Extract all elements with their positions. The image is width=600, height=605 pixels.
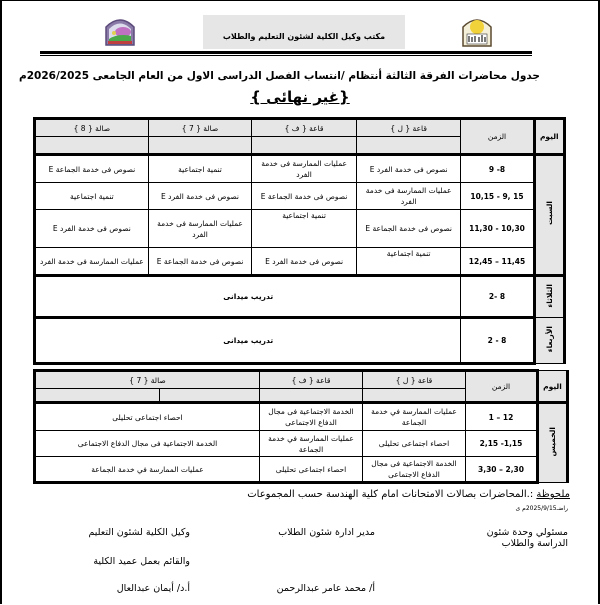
room-header: قاعة { ف } [252,119,357,137]
table-row [35,431,568,457]
header-blank [260,389,363,403]
table-row [35,210,565,248]
lecture-cell: نصوص فى خدمة الجماعة E [356,210,461,248]
university-logo [460,15,494,47]
table-row [35,318,565,364]
lecture-cell: نصوص فى خدمة الفرد E [252,248,357,276]
lecture-cell: تنمية اجتماعية [252,210,357,248]
day-tuesday: الثلاثاء [534,276,564,318]
field-training-cell: تدريب ميدانى [35,318,461,364]
lecture-cell: نصوص فى خدمة الجماعة E [252,183,357,210]
lecture-cell: نصوص فى خدمة الجماعة E [148,248,252,276]
lecture-cell: عمليات الممارسة في خدمة الجماعة [363,403,466,431]
unit-head-title: مسئولي وحدة شئون الدراسة والطلاب [486,527,568,549]
lecture-cell: عمليات الممارسة فى خدمة الفرد [35,248,149,276]
time-slot: 10,15 - 9, 15 [461,183,534,210]
lecture-cell: تنمية اجتماعية [35,183,149,210]
time-header: الزمن [461,119,534,155]
room-header: قاعة { ف } [260,371,363,389]
header-blank [160,389,260,403]
lecture-cell: عمليات الممارسة في خدمة الجماعة [260,431,363,457]
lecture-cell: نصوص فى خدمة الفرد E [35,210,149,248]
header-divider-thin [40,55,532,56]
header-blank [252,137,357,155]
lecture-cell: احصاء اجتماعى تحليلى [260,457,363,483]
table-row [35,248,565,276]
vice-dean-title: وكيل الكلية لشئون التعليم [88,527,190,538]
lecture-cell: نصوص فى خدمة الفرد E [356,155,461,183]
lecture-cell: احصاء اجتماعى تحليلى [35,403,260,431]
note-text: :.المحاضرات بصالات الامتحانات امام كلية الهندسة حسب المجموعات [247,489,537,500]
header-divider [40,51,532,54]
vice-dean-name: أ.د/ أيمان عبدالعال [116,583,190,594]
schedule-title: جدول محاضرات الفرقة الثالثة أنتظام /انتساب الفصل الدراسى الاول من العام الجامعى 2026/2025م [19,70,540,82]
room-header: صالة { 8 } [35,119,149,137]
lecture-cell: تنمية اجتماعية [356,248,461,276]
time-slot: 2,15 -1,15 [466,431,538,457]
lecture-cell: الخدمة الاجتماعية فى مجال الدفاع الاجتماعى [363,457,466,483]
day-header: اليوم [538,371,568,403]
letterhead [40,12,532,50]
table-row [35,155,565,183]
header-blank [356,137,461,155]
time-slot: 2 - 8 [461,318,534,364]
director-title: مدير ادارة شئون الطلاب [278,527,375,538]
lecture-cell: نصوص فى خدمة الجماعة E [35,155,149,183]
lecture-cell: تنمية اجتماعية [148,155,252,183]
schedule-table-thursday [33,369,569,484]
lecture-cell: عمليات الممارسة فى خدمة الفرد [356,183,461,210]
room-header: صالة { 7 } [35,371,260,389]
room-header: قاعة { ل } [363,371,466,389]
time-slot: 9 -8 [461,155,534,183]
room-header: قاعة { ل } [356,119,461,137]
field-training-cell: تدريب ميدانى [35,276,461,318]
lecture-cell: الخدمة الاجتماعية فى مجال الدفاع الاجتماعى [35,431,260,457]
vice-dean-title-2: والقائم بعمل عميد الكلية [93,556,190,567]
day-wednesday: الأربعاء [534,318,564,364]
note [200,489,570,500]
director-name: أ/ محمد عامر عبدالرحمن [276,583,375,594]
schedule-table-main [33,117,566,365]
room-header: صالة { 7 } [148,119,252,137]
lecture-cell: عمليات الممارسة في خدمة الجماعة [35,457,260,483]
day-saturday: السبت [534,155,564,276]
header-blank [35,137,149,155]
time-slot: 2- 8 [461,276,534,318]
header-blank [363,389,466,403]
time-header: الزمن [466,371,538,403]
table-row [35,276,565,318]
time-slot: 11,30 - 10,30 [461,210,534,248]
lecture-cell: نصوص فى خدمة الفرد E [148,183,252,210]
note-label: ملحوظة [536,489,570,500]
table-row [35,403,568,431]
faculty-logo [103,15,137,47]
time-slot: 1 – 12 [466,403,538,431]
time-slot: 3,30 – 2,30 [466,457,538,483]
lecture-cell: احصاء اجتماعى تحليلى [363,431,466,457]
office-title: مكتب وكيل الكلية لشئون التعليم والطلاب [203,15,405,49]
time-slot: 12,45 – 11,45 [461,248,534,276]
header-blank [148,137,252,155]
header-blank [35,389,160,403]
print-date: راضـ2025/9/15م ى [515,505,568,512]
day-thursday: الخميس [538,403,568,483]
lecture-cell: عمليات الممارسة فى خدمة الفرد [252,155,357,183]
draft-label: {غير نهائى } [250,88,350,106]
table-row [35,183,565,210]
table-row [35,457,568,483]
lecture-cell: عمليات الممارسة فى خدمة الفرد [148,210,252,248]
lecture-cell: الخدمة الاجتماعية فى مجال الدفاع الاجتماعى [260,403,363,431]
day-header: اليوم [534,119,564,155]
